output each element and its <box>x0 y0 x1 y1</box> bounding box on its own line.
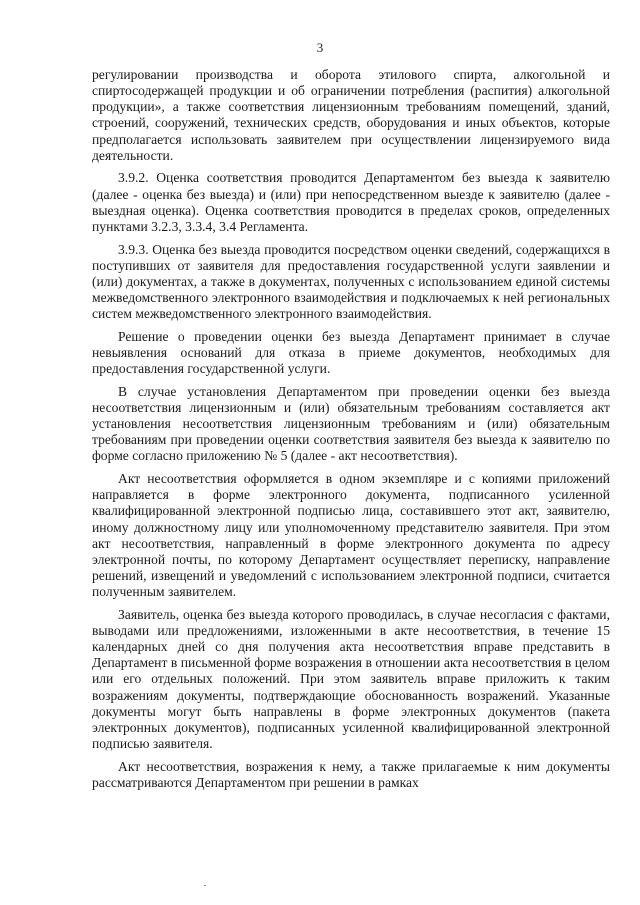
body-text <box>92 67 610 798</box>
paragraph-decision: Решение о проведении оценки без выезда Департамент принимает в случае невыявления оснований для отказа в приеме документов, необходимых для предоставления государственной услуги. <box>92 328 610 377</box>
paragraph-3-9-3: 3.9.3. Оценка без выезда проводится посредством оценки сведений, содержащихся в поступивших от заявителя для предоставления государственной услуги заявлении и (или) документах, а также в документах, полученных с использованием единой системы межведомственного электронного взаимодействия и подключаемых к ней региональных систем межведомственного электронного взаимодействия. <box>92 241 610 322</box>
scan-speck <box>204 885 206 886</box>
paragraph-continuation: регулировании производства и оборота этилового спирта, алкогольной и спиртосодержащей продукции и об ограничении потребления (распития) алкогольной продукции», а также соответствия лицензионным требованиям помещений, зданий, строений, сооружений, технических средств, оборудования и иных объектов, которые предполагается использовать заявителем при осуществлении лицензируемого вида деятельности. <box>92 67 610 163</box>
paragraph-objections: Заявитель, оценка без выезда которого проводилась, в случае несогласия с фактами, выводами или предложениями, изложенными в акте несоответствия, в течение 15 календарных дней со дня получения акта несоответствия вправе представить в Департамент в письменной форме возражения в отношении акта несоответствия в целом или его отдельных положений. При этом заявитель вправе приложить к таким возражениям документы, подтверждающие обоснованность возражений. Указанные документы могут быть направлены в форме электронных документов (пакета электронных документов), подписанных усиленной квалифицированной электронной подписью заявителя. <box>92 606 610 752</box>
page-number: 3 <box>316 40 324 55</box>
paragraph-review: Акт несоответствия, возражения к нему, а также прилагаемые к ним документы рассматриваются Департаментом при решении в рамках <box>92 758 610 790</box>
paragraph-noncompliance: В случае установления Департаментом при проведении оценки без выезда несоответствия лицензионным и (или) обязательным требованиям составляется акт установления несоответствия лицензионным требованиям и (или) обязательным требованиям при проведении оценки соответствия заявителя без выезда к заявителю по форме согласно приложению № 5 (далее - акт несоответствия). <box>92 383 610 464</box>
paragraph-act: Акт несоответствия оформляется в одном экземпляре и с копиями приложений направляется в форме электронного документа, подписанного усиленной квалифицированной электронной подписью лица, составившего этот акт, заявителю, иному должностному лицу или уполномоченному представителю заявителя. При этом акт несоответствия, направленный в форме электронного документа по адресу электронной почты, по которому Департамент осуществляет переписку, направление решений, извещений и уведомлений с использованием электронной подписи, считается полученным заявителем. <box>92 471 610 600</box>
paragraph-3-9-2: 3.9.2. Оценка соответствия проводится Департаментом без выезда к заявителю (далее - оценка без выезда) и (или) при непосредственном выезде к заявителю (далее - выездная оценка). Оценка соответствия проводится в пределах сроков, определенных пунктами 3.2.3, 3.3.4, 3.4 Регламента. <box>92 170 610 234</box>
